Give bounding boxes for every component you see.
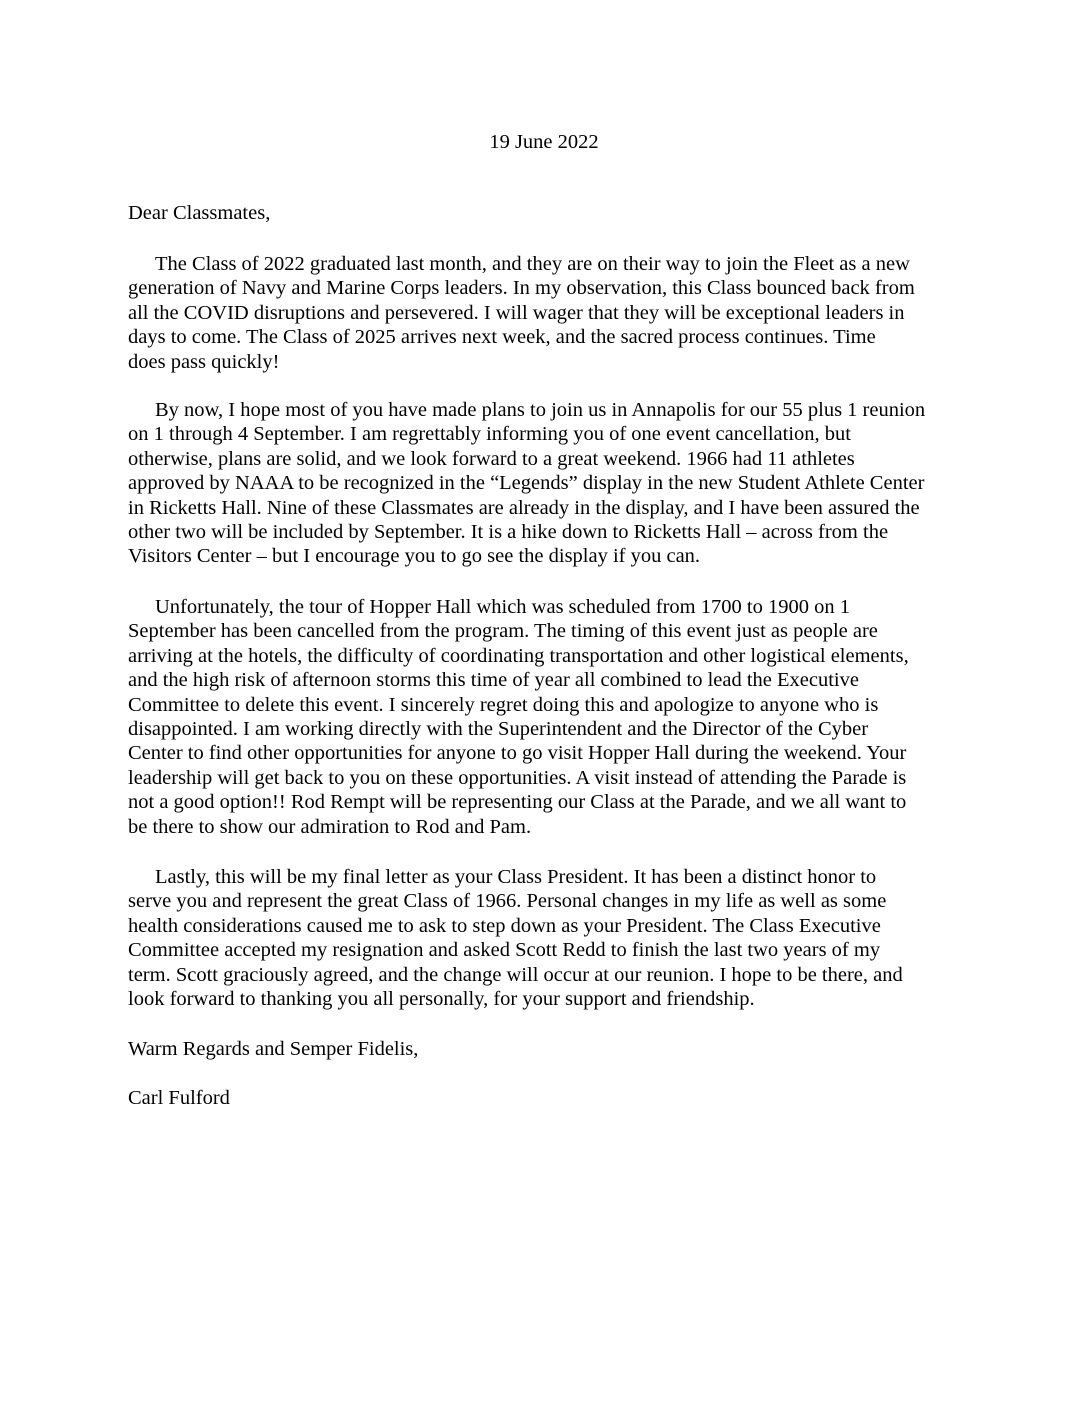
paragraph-line: on 1 through 4 September. I am regrettably informing you of one event cancellation, but (128, 423, 851, 446)
paragraph-line: other two will be included by September. It is a hike down to Ricketts Hall – across from the (128, 521, 889, 544)
paragraph-line: otherwise, plans are solid, and we look forward to a great weekend. 1966 had 11 athletes (128, 447, 855, 470)
paragraph-line: Committee to delete this event. I sincerely regret doing this and apologize to anyone who is (128, 693, 879, 716)
paragraph-line: Center to find other opportunities for anyone to go visit Hopper Hall during the weekend. Your (128, 742, 907, 765)
paragraph-line: The Class of 2022 graduated last month, and they are on their way to join the Fleet as a new (155, 253, 910, 275)
paragraph-line: September has been cancelled from the program. The timing of this event just as people are (128, 620, 878, 643)
paragraph-line: leadership will get back to you on these opportunities. A visit instead of attending the Parade is (128, 766, 907, 789)
paragraph-line: disappointed. I am working directly with the Superintendent and the Director of the Cyber (128, 718, 869, 741)
paragraph-line: approved by NAAA to be recognized in the “Legends” display in the new Student Athlete Center (128, 472, 925, 495)
letter-date: 19 June 2022 (489, 131, 599, 153)
paragraph-line: term. Scott graciously agreed, and the change will occur at our reunion. I hope to be there, and (128, 963, 903, 986)
paragraph-line: Committee accepted my resignation and asked Scott Redd to finish the last two years of my (128, 939, 881, 962)
paragraph-line: and the high risk of afternoon storms this time of year all combined to lead the Executive (128, 669, 859, 692)
paragraph-line: By now, I hope most of you have made plans to join us in Annapolis for our 55 plus 1 reunion (155, 399, 926, 421)
paragraph-line: not a good option!! Rod Rempt will be representing our Class at the Parade, and we all want to (128, 791, 907, 814)
paragraph-line: arriving at the hotels, the difficulty of coordinating transportation and other logistical elements, (128, 644, 909, 667)
paragraph-line: in Ricketts Hall. Nine of these Classmates are already in the display, and I have been assured the (128, 496, 920, 519)
paragraph-3 (128, 595, 980, 839)
paragraph-line: health considerations caused me to ask to step down as your President. The Class Executive (128, 914, 881, 937)
paragraph-4 (128, 865, 980, 1011)
paragraph-line: Unfortunately, the tour of Hopper Hall which was scheduled from 1700 to 1900 on 1 (155, 596, 850, 618)
signature: Carl Fulford (128, 1087, 230, 1109)
paragraph-line: Lastly, this will be my final letter as your Class President. It has been a distinct honor to (155, 866, 877, 888)
paragraph-line: be there to show our admiration to Rod and Pam. (128, 815, 532, 838)
salutation: Dear Classmates, (128, 202, 271, 224)
paragraph-2 (128, 398, 980, 569)
paragraph-1 (128, 252, 980, 374)
paragraph-line: does pass quickly! (128, 350, 280, 373)
paragraph-line: look forward to thanking you all personally, for your support and friendship. (128, 988, 755, 1011)
paragraph-line: serve you and represent the great Class of 1966. Personal changes in my life as well as some (128, 890, 887, 913)
paragraph-line: days to come. The Class of 2025 arrives next week, and the sacred process continues. Time (128, 326, 876, 349)
paragraph-line: all the COVID disruptions and persevered. I will wager that they will be exceptional leaders in (128, 301, 905, 324)
closing: Warm Regards and Semper Fidelis, (128, 1038, 419, 1060)
paragraph-line: generation of Navy and Marine Corps leaders. In my observation, this Class bounced back from (128, 277, 915, 300)
paragraph-line: Visitors Center – but I encourage you to go see the display if you can. (128, 545, 701, 568)
